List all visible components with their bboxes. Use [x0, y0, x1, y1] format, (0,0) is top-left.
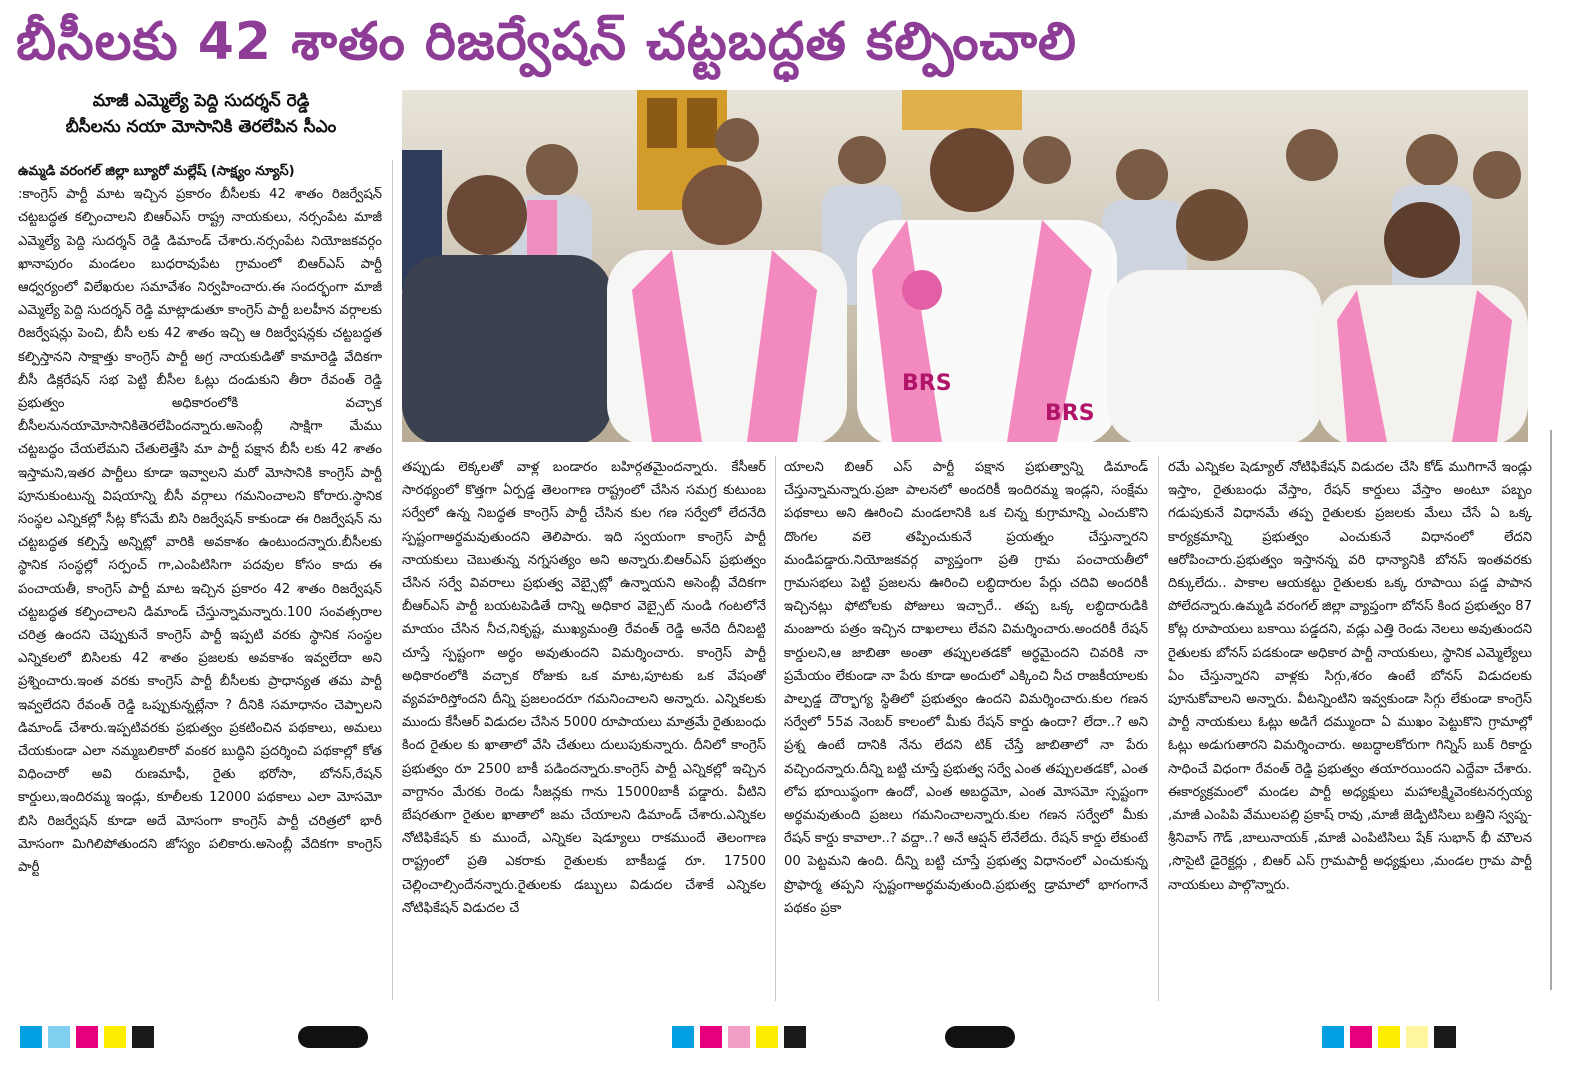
column-3-text: యాలని బిఆర్ ఎస్ పార్టీ పక్షాన ప్రభుత్వాన్ని డిమాండ్ చేస్తున్నామన్నారు.ప్రజా పాలనలో అందరికీ ఇందిరమ్మ ఇండ్లని, సంక్షేమ పథకాలు అని ఊరించి మండలానికి ఒక చిన్న కుగ్రామాన్ని ఎంచుకొని దొంగల వలె తప్పించుకునే ప్రయత్నం చేస్తున్నారని మండిపడ్డారు.నియోజకవర్గ వ్యాప్తంగా ప్రతి గ్రామ పంచాయతీలో గ్రామసభలు పెట్టి ప్రజలను ఊరించి లబ్ధిదారుల పేర్లు చదివి అందరికీ ఇచ్చినట్లు ఫోటోలకు పోజులు ఇచ్చారే.. తప్ప ఒక్క లబ్ధిదారుడికి మంజూరు పత్రం ఇచ్చిన దాఖలాలు లేవని విమర్శించారు.అందరికీ రేషన్ కార్డులని,ఆ జాబితా అంతా తప్పులతడకో అర్థమైందని చివరికి నా ప్రమేయం లేకుండా నా పేరు కూడా అందులో ఎక్కించి నీచ రాజకీయాలకు పాల్పడ్డ దౌర్భాగ్య స్థితిలో ప్రభుత్వం ఉందని విమర్శించారు.కుల గణన సర్వేలో 55వ నెంబర్ కాలంలో మీకు రేషన్ కార్డు ఉందా? లేదా..? అని ప్రశ్న ఉంటే దానికి నేను లేదని టిక్ చేస్తే జాబితాలో నా పేరు వచ్చిందన్నారు.దీన్ని బట్టి చూస్తే ప్రభుత్వ సర్వే ఎంత తప్పులతడకో, ఎంత లోప భూయిష్ఠంగా ఉందో, ఎంత అబద్ధమో, ఎంత మోసమో స్పష్టంగా అర్థమవుతుంది ప్రజలు గమనించాలన్నారు.కుల గణన సర్వేలో మీకు రేషన్ కార్డు కావాలా..? వద్దా..? అనే ఆప్షన్ లేనేలేదు. రేషన్ కార్డు లేకుంటే 00 పెట్టమని ఉంది. దీన్ని బట్టి చూస్తే ప్రభుత్వ విధానంలో ఎంచుకున్న ప్రొఫార్మ తప్పని స్పష్టంగాఅర్థమవుతుంది.ప్రభుత్వ డ్రామాలో భాగంగానే పథకం ప్రకా — [784, 460, 1148, 916]
headline: బీసీలకు 42 శాతం రిజర్వేషన్ చట్టబద్ధత కల్పించాలి — [16, 12, 1078, 72]
page-edge-line — [1550, 430, 1552, 990]
color-swatch — [672, 1026, 694, 1048]
color-swatch — [784, 1026, 806, 1048]
color-swatch — [728, 1026, 750, 1048]
article-column-3 — [784, 456, 1148, 1001]
color-swatch — [1378, 1026, 1400, 1048]
color-swatch — [20, 1026, 42, 1048]
color-swatch — [700, 1026, 722, 1048]
group-photo-illustration — [402, 90, 1528, 442]
column-4-text: రమే ఎన్నికల షెడ్యూల్ నోటిఫికేషన్ విడుదల చేసి కోడ్ ముగిగానే ఇండ్లు ఇస్తాం, రైతుబంధు వేస్తాం, రేషన్ కార్డులు వేస్తాం అంటూ పబ్బం గడుపుకునే విధానమే తప్ప రైతులకు ప్రజలకు మేలు చేసే ఏ ఒక్క కార్యక్రమాన్ని ప్రభుత్వం ఎంచుకునే విధానంలో లేదని ఆరోపించారు.ప్రభుత్వం ఇస్తానన్న వరి ధాన్యానికి బోనస్ ఇంతవరకు దిక్కులేదు.. పాకాల ఆయకట్టు రైతులకు ఒక్క రూపాయి పడ్డ పాపాన పోలేదన్నారు.ఉమ్మడి వరంగల్ జిల్లా వ్యాప్తంగా బోనస్ కింద ప్రభుత్వం 87 కోట్ల రూపాయలు బకాయి పడ్డదని, వడ్లు ఎత్తి రెండు నెలలు అవుతుందని రైతులకు బోనస్ పడకుండా అధికార పార్టీ నాయకులు, స్థానిక ఎమ్మెల్యేలు ఏం చేస్తున్నారని వాళ్లకు సిగ్గు,శరం ఉంటే బోనస్ విడుదలకు పూనుకోవాలని అన్నారు. వీటన్నింటిని ఇవ్వకుండా సిగ్గు లేకుండా కాంగ్రెస్ పార్టీ నాయకులు ఓట్లు అడిగే దమ్ముందా ఏ ముఖం పెట్టుకొని గ్రామాల్లో ఓట్లు అడుగుతారని విమర్శించారు. అబద్ధాలకోరుగా గిన్నిస్ బుక్ రికార్డు సాధించే విధంగా రేవంత్ రెడ్డి ప్రభుత్వం తయారయిందని ఎద్దేవా చేశారు. ఈకార్యక్రమంలో మండల పార్టీ అధ్యక్షులు మహాలక్ష్మివెంకటనర్సయ్య ,మాజీ ఎంపిపి వేములపల్లి ప్రకాష్ రావు ,మాజీ జెడ్పిటిసిలు బత్తిని స్వప్న-శ్రీనివాస్ గౌడ్ ,బాలునాయక్ ,మాజీ ఎంపిటిసిలు షేక్ సుభాన్ భీ మౌలన ,సొసైటి డైరెక్టర్లు , బిఆర్ ఎస్ గ్రామపార్టీ అధ్యక్షులు ,మండల గ్రామ పార్టీ నాయకులు పాల్గొన్నారు. — [1168, 460, 1532, 893]
registration-pill — [945, 1026, 1015, 1048]
article-column-4 — [1168, 456, 1532, 1001]
color-swatch — [1350, 1026, 1372, 1048]
subheading-1: మాజీ ఎమ్మెల్యే పెద్ది సుదర్శన్ రెడ్డి — [92, 91, 310, 111]
column-divider — [775, 456, 776, 1001]
article-column-1 — [18, 160, 382, 1000]
color-swatch — [756, 1026, 778, 1048]
color-swatch — [76, 1026, 98, 1048]
color-swatch — [1434, 1026, 1456, 1048]
color-swatch — [132, 1026, 154, 1048]
registration-pill — [298, 1026, 368, 1048]
color-swatch — [1406, 1026, 1428, 1048]
sash-text-2: BRS — [1045, 401, 1095, 426]
column-divider — [392, 160, 393, 1000]
column-divider — [1158, 456, 1159, 1001]
color-swatch — [1322, 1026, 1344, 1048]
article-column-2 — [402, 456, 766, 1001]
column-1-text: :కాంగ్రెస్ పార్టీ మాట ఇచ్చిన ప్రకారం బీసీలకు 42 శాతం రిజర్వేషన్ చట్టబద్ధత కల్పించాలని బిఆర్ఎస్ రాష్ట్ర నాయకులు, నర్సంపేట మాజీ ఎమ్మెల్యే పెద్ది సుదర్శన్ రెడ్డి డిమాండ్ చేశారు.నర్సంపేట నియోజకవర్గం ఖానాపురం మండలం బుధరావుపేట గ్రామంలో బిఆర్ఎస్ పార్టీ ఆధ్వర్యంలో విలేఖరుల సమావేశం నిర్వహించారు.ఈ సందర్భంగా మాజీ ఎమ్మెల్యే పెద్ది సుదర్శన్ రెడ్డి మాట్లాడుతూ కాంగ్రెస్ పార్టీ బలహీన వర్గాలకు రిజర్వేషన్లు పెంచి, బీసీ లకు 42 శాతం ఇచ్చి ఆ రిజర్వేషన్లకు చట్టబద్ధత కల్పిస్తానని సాక్షాత్తు కాంగ్రెస్ పార్టీ అగ్ర నాయకుడితో కామారెడ్డి వేదికగా బీసీ డిక్లరేషన్ సభ పెట్టి బీసీల ఓట్లు దండుకుని తీరా రేవంత్ రెడ్డి ప్రభుత్వం అధికారంలోకి వచ్చాక బీసీలనునయామోసానికితెరలేపిందన్నారు.అసెంబ్లీ సాక్షిగా మేము చట్టబద్ధం చేయలేమని చేతులెత్తేసి మా పార్టీ పక్షాన బీసీ లకు 42 శాతం ఇస్తామని,ఇతర పార్టీలు కూడా ఇవ్వాలని మరో మోసానికి కాంగ్రెస్ పార్టీ పూనుకుంటున్న విషయాన్ని బీసీ వర్గాలు గమనించాలని కోరారు.స్థానిక సంస్థల ఎన్నికల్లో సీట్ల కోసమే బిసి రిజర్వేషన్ కాకుండా ఈ రిజర్వేషన్ ను చట్టబద్ధత కల్పిస్తే అన్నిట్లో వారికి అవకాశం ఉంటుందన్నారు.బీసీలకు స్థానిక సంస్థల్లో సర్పంచ్ గా,ఎంపిటిసిగా పదవుల కోసం కాదు ఈ పంచాయతీ, కాంగ్రెస్ పార్టీ మాట ఇచ్చిన ప్రకారం 42 శాతం రిజర్వేషన్ చట్టబద్ధత కల్పించాలని డిమాండ్ చేస్తున్నామన్నారు.100 సంవత్సరాల చరిత్ర ఉందని చెప్పుకునే కాంగ్రెస్ పార్టీ ఇప్పటి వరకు స్థానిక సంస్థల ఎన్నికలలో బిసిలకు 42 శాతం ప్రజలకు అవకాశం ఇవ్వలేదా అని ప్రశ్నించారు.ఇంత వరకు కాంగ్రెస్ పార్టీ బీసీలకు ప్రాధాన్యత తమ పార్టీ ఇవ్వలేదని రేవంత్ రెడ్డి ఒప్పుకున్నట్లేనా ? దీనికి సమాధానం చెప్పాలని డిమాండ్ చేశారు.ఇప్పటివరకు ప్రభుత్వం ప్రకటించిన పథకాలు, అమలు చేయకుండా ఎలా నమ్మబలికారో వంకర బుద్ధిని ప్రదర్శించి పథకాల్లో కోత విధించారో అవి రుణమాఫీ, రైతు భరోసా, బోనస్,రేషన్ కార్డులు,ఇందిరమ్మ ఇండ్లు, కూలీలకు 12000 పథకాలు ఎలా మోసమో బిసి రిజర్వేషన్ కూడా అదే మోసంగా కాంగ్రెస్ పార్టీ చరిత్రలో భారీ మోసంగా మిగిలిపోతుందని జోస్యం పలికారు.అసెంబ్లీ వేదికగా కాంగ్రెస్ పార్టీ — [18, 187, 382, 876]
subheading-2: బీసీలను నయా మోసానికి తెరలేపిన సీఎం — [65, 117, 337, 137]
sash-text-1: BRS — [902, 371, 952, 396]
color-swatch — [48, 1026, 70, 1048]
dateline: ఉమ్మడి వరంగల్ జిల్లా బ్యూరో మల్లేష్ (సాక్ష్యం న్యూస్) — [18, 164, 295, 179]
news-photo — [402, 90, 1528, 442]
color-swatch — [104, 1026, 126, 1048]
column-2-text: తప్పుడు లెక్కలతో వాళ్ల బండారం బహిర్గతమైందన్నారు. కేసీఆర్ సారథ్యంలో కొత్తగా ఏర్పడ్డ తెలంగాణ రాష్ట్రంలో చేసిన సమగ్ర కుటుంబ సర్వేలో ఉన్న నిబద్ధత కాంగ్రెస్ పార్టీ చేసిన కుల గణ సర్వేలో లేదనేది స్పష్టంగాఅర్థమవుతుందని తెలిపారు. ఇది స్వయంగా కాంగ్రెస్ పార్టీ నాయకులు చెబుతున్న నగ్నసత్యం అని అన్నారు.బిఆర్ఎస్ ప్రభుత్వం చేసిన సర్వే వివరాలు ప్రభుత్వ వెబ్సైట్లో ఉన్నాయని అసెంబ్లీ వేదికగా బీఆర్ఎస్ పార్టీ బయటపెడితే దాన్ని అధికార వెబ్సైట్ నుండి గంటలోనే మాయం చేసిన నీచ,నికృష్ట, ముఖ్యమంత్రి రేవంత్ రెడ్డి అనేది దీనిబట్టి చూస్తే స్పష్టంగా అర్థం అవుతుందని విమర్శించారు. కాంగ్రెస్ పార్టీ అధికారంలోకి వచ్చాక రోజుకు ఒక మాట,పూటకు ఒక వేషంతో వ్యవహరిస్తోందని దీన్ని ప్రజలందరూ గమనించాలని అన్నారు. ఎన్నికలకు ముందు కేసీఆర్ విడుదల చేసిన 5000 రూపాయలు మాత్రమే రైతుబంధు కింద రైతుల కు ఖాతాలో వేసి చేతులు దులుపుకున్నారు. దీనిలో కాంగ్రెస్ ప్రభుత్వం రూ 2500 బాకీ పడిందన్నారు.కాంగ్రెస్ పార్టీ ఎన్నికల్లో ఇచ్చిన వాగ్దానం మేరకు రెండు సీజన్లకు గాను 15000బాకీ పడ్డారు. వీటిని బేషరతుగా రైతుల ఖాతాలో జమ చేయాలని డిమాండ్ చేశారు.ఎన్నికల నోటిఫికేషన్ కు ముందే, ఎన్నికల షెడ్యూలు రాకముందే తెలంగాణ రాష్ట్రంలో ప్రతి ఎకరాకు రైతులకు బాకీబడ్డ రూ. 17500 చెల్లించాల్సిందేనన్నారు.రైతులకు డబ్బులు విడుదల చేశాకే ఎన్నికల నోటిఫికేషన్ విడుదల చే — [402, 460, 766, 916]
